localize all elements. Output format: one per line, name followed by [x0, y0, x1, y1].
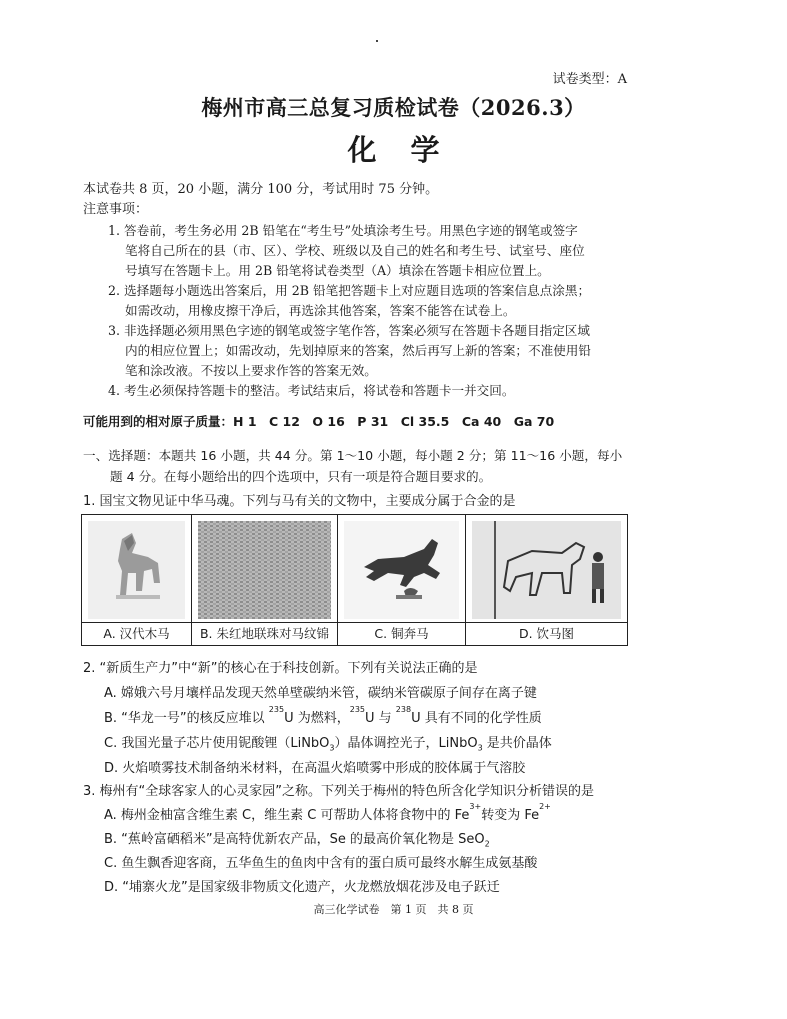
option-a-cell [82, 515, 192, 645]
brocade-image [198, 521, 331, 619]
exam-summary: 本试卷共 8 页，20 小题，满分 100 分，考试用时 75 分钟。 [83, 182, 439, 197]
section-heading-cont: 题 4 分。在每小题给出的四个选项中，只有一项是符合题目要求的。 [110, 469, 492, 484]
paper-type-label: 试卷类型：A [552, 72, 627, 87]
section-heading: 一、选择题：本题共 16 小题，共 44 分。第 1～10 小题，每小题 2 分；第 11～16 小题，每小 [83, 448, 623, 463]
question-2-option-a: A. 嫦娥六号月壤样品发现天然单壁碳纳米管，碳纳米管碳原子间存在离子键 [104, 686, 537, 701]
question-2-option-b: B. “华龙一号”的核反应堆以 $^{235}$U 为燃料，$^{235}$U 与 $^{238}$U 具有不同的化学性质 [104, 705, 542, 726]
note-line: 号填写在答题卡上。用 2B 铅笔将试卷类型（A）填涂在答题卡相应位置上。 [125, 263, 550, 278]
option-b-cell [192, 515, 338, 645]
exam-title: 梅州市高三总复习质检试卷（2026.3） [201, 95, 586, 120]
note-line: 笔将自己所在的县（市、区）、学校、班级以及自己的姓名和考生号、试室号、座位 [125, 243, 585, 258]
question-2-option-c: C. 我国光量子芯片使用铌酸锂（LiNbO$_3$）晶体调控光子，LiNbO$_3$ 是共价晶体 [104, 736, 552, 753]
question-3-option-d: D. “埔寨火龙”是国家级非物质文化遗产，火龙燃放烟花涉及电子跃迁 [104, 880, 500, 895]
question-3-option-b: B. “蕉岭富硒稻米”是高特优新农产品，Se 的最高价氧化物是 SeO$_2$ [104, 832, 490, 849]
option-c-cell [338, 515, 466, 645]
question-1-stem: 1. 国宝文物见证中华马魂。下列与马有关的文物中，主要成分属于合金的是 [83, 494, 516, 509]
option-c-caption: C. 铜奔马 [338, 622, 465, 645]
question-3-option-c: C. 鱼生飘香迎客商，五华鱼生的鱼肉中含有的蛋白质可最终水解生成氨基酸 [104, 856, 538, 871]
note-line: 2. 选择题每小题选出答案后，用 2B 铅笔把答题卡上对应题目选项的答案信息点涂黑； [108, 283, 591, 298]
atomic-masses: 可能用到的相对原子质量：H 1 C 12 O 16 P 31 Cl 35.5 Ca 40 Ga 70 [83, 414, 555, 429]
question-3-stem: 3. 梅州有“全球客家人的心灵家园”之称。下列关于梅州的特色所含化学知识分析错误的是 [83, 784, 595, 799]
note-line: 3. 非选择题必须用黑色字迹的钢笔或签字笔作答，答案必须写在答题卡各题目指定区域 [108, 323, 590, 338]
page-footer: 高三化学试卷 第 1 页 共 8 页 [313, 903, 474, 916]
question-2-stem: 2. “新质生产力”中“新”的核心在于科技创新。下列有关说法正确的是 [83, 661, 478, 676]
option-d-caption: D. 饮马图 [466, 622, 627, 645]
question-1-image-table [81, 514, 628, 646]
option-b-caption: B. 朱红地联珠对马纹锦 [192, 622, 337, 645]
question-2-option-d: D. 火焰喷雾技术制备纳米材料，在高温火焰喷雾中形成的胶体属于气溶胶 [104, 761, 526, 776]
wooden-horse-image [88, 521, 185, 619]
question-3-option-a: A. 梅州金柚富含维生素 C，维生素 C 可帮助人体将食物中的 $Fe^{3+}$转变为 $Fe^{2+}$ [104, 802, 551, 823]
option-d-cell [466, 515, 627, 645]
note-line: 4. 考生必须保持答题卡的整洁。考试结束后，将试卷和答题卡一并交回。 [108, 383, 515, 398]
note-line: 内的相应位置上；如需改动，先划掉原来的答案，然后再写上新的答案；不准使用铅 [125, 343, 591, 358]
watering-horse-painting-image [472, 521, 621, 619]
note-line: 1. 答卷前，考生务必用 2B 铅笔在“考生号”处填涂考生号。用黑色字迹的钢笔或签字 [108, 223, 578, 238]
notes-heading: 注意事项： [83, 202, 149, 217]
scan-speck [376, 40, 378, 42]
bronze-galloping-horse-image [344, 521, 459, 619]
option-a-caption: A. 汉代木马 [82, 622, 191, 645]
note-line: 如需改动，用橡皮擦干净后，再选涂其他答案，答案不能答在试卷上。 [125, 303, 516, 318]
note-line: 笔和涂改液。不按以上要求作答的答案无效。 [125, 363, 377, 378]
subject-title: 化学 [347, 133, 474, 167]
